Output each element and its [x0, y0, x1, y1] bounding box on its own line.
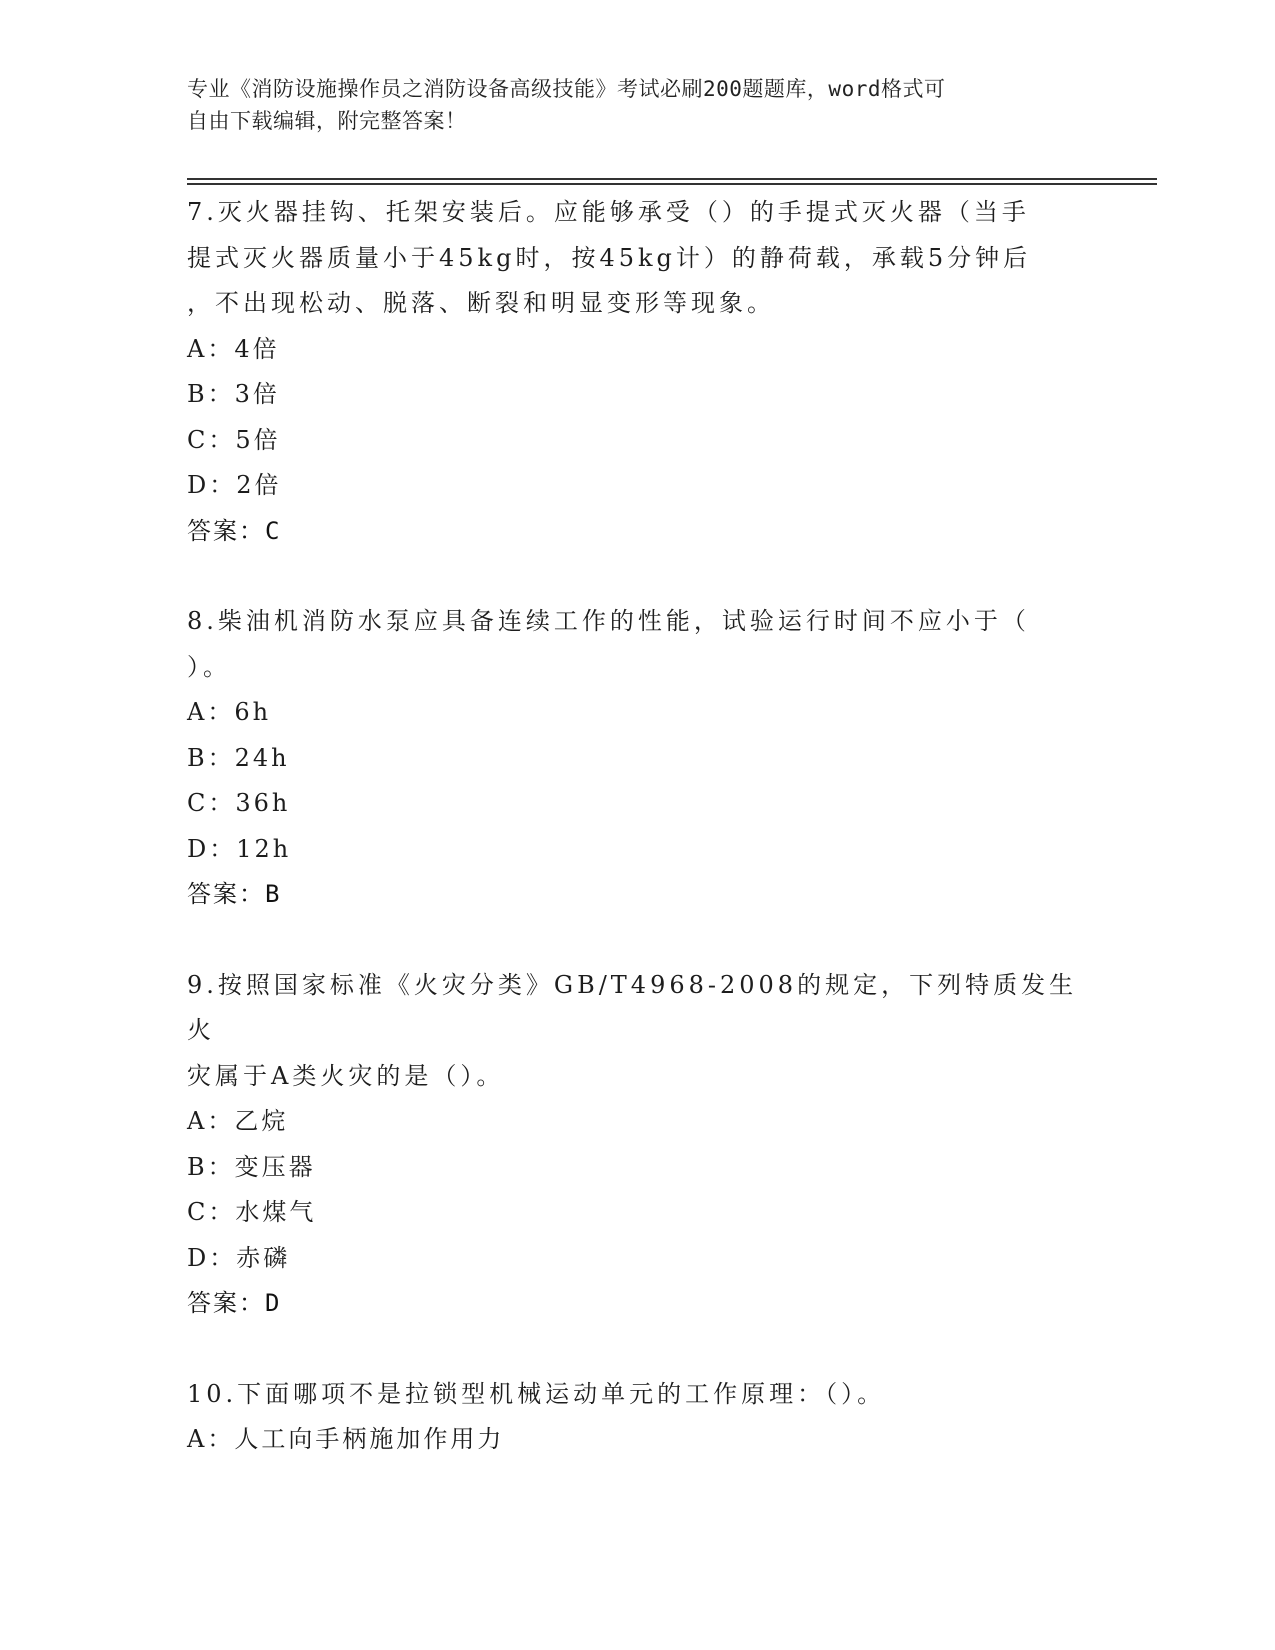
- spacer: [187, 1327, 1087, 1372]
- header-divider-top: [187, 178, 1157, 180]
- question-text-line: ，不出现松动、脱落、断裂和明显变形等现象。: [187, 289, 775, 317]
- question-text-line: ）。: [187, 652, 231, 681]
- question-10: [187, 1372, 1087, 1463]
- document-header: [187, 73, 1067, 137]
- header-line-2: 自由下载编辑，附完整答案！: [187, 109, 467, 133]
- question-text-line: 8.柴油机消防水泵应具备连续工作的性能，试验运行时间不应小于（: [187, 607, 1030, 635]
- question-text-line: 灾属于A类火灾的是（）。: [187, 1061, 505, 1090]
- option-d: D：赤磷: [187, 1243, 291, 1272]
- answer-line: [187, 509, 1087, 555]
- option-a: A：6h: [187, 698, 272, 726]
- option-a: A：4倍: [187, 334, 280, 363]
- answer-line: [187, 872, 1087, 918]
- option-a: A：乙烷: [187, 1107, 289, 1135]
- option-c: C：5倍: [187, 425, 281, 454]
- option-b: B：24h: [187, 743, 290, 772]
- question-8: [187, 599, 1087, 918]
- option-b: B：3倍: [187, 380, 280, 408]
- header-line-1: 专业《消防设施操作员之消防设备高级技能》考试必刷200题题库，word格式可: [187, 77, 946, 101]
- question-9: [187, 963, 1087, 1327]
- question-text-line: 7.灭火器挂钩、托架安装后。应能够承受（）的手提式灭火器（当手: [187, 198, 1030, 226]
- option-c: C：水煤气: [187, 1198, 317, 1226]
- option-d: D：12h: [187, 834, 292, 863]
- answer-label: 答案：: [187, 880, 265, 908]
- option-d: D：2倍: [187, 471, 282, 499]
- question-text-line: 10.下面哪项不是拉锁型机械运动单元的工作原理：（）。: [187, 1379, 886, 1408]
- spacer: [187, 554, 1087, 599]
- answer-line: [187, 1281, 1087, 1327]
- option-b: B：变压器: [187, 1152, 316, 1181]
- question-list: [187, 190, 1087, 1463]
- question-text-line: 提式灭火器质量小于45kg时，按45kg计）的静荷载，承载5分钟后: [187, 243, 1032, 272]
- answer-value: C: [265, 516, 280, 545]
- answer-label: 答案：: [187, 1289, 265, 1317]
- question-7: [187, 190, 1087, 554]
- spacer: [187, 918, 1087, 963]
- answer-label: 答案：: [187, 516, 265, 545]
- option-c: C：36h: [187, 789, 291, 817]
- option-a: A：人工向手柄施加作用力: [187, 1425, 505, 1453]
- header-divider-bottom: [187, 183, 1157, 185]
- question-text-line: 9.按照国家标准《火灾分类》GB/T4968-2008的规定，下列特质发生火: [187, 970, 1078, 1044]
- answer-value: B: [265, 880, 280, 908]
- answer-value: D: [265, 1289, 280, 1317]
